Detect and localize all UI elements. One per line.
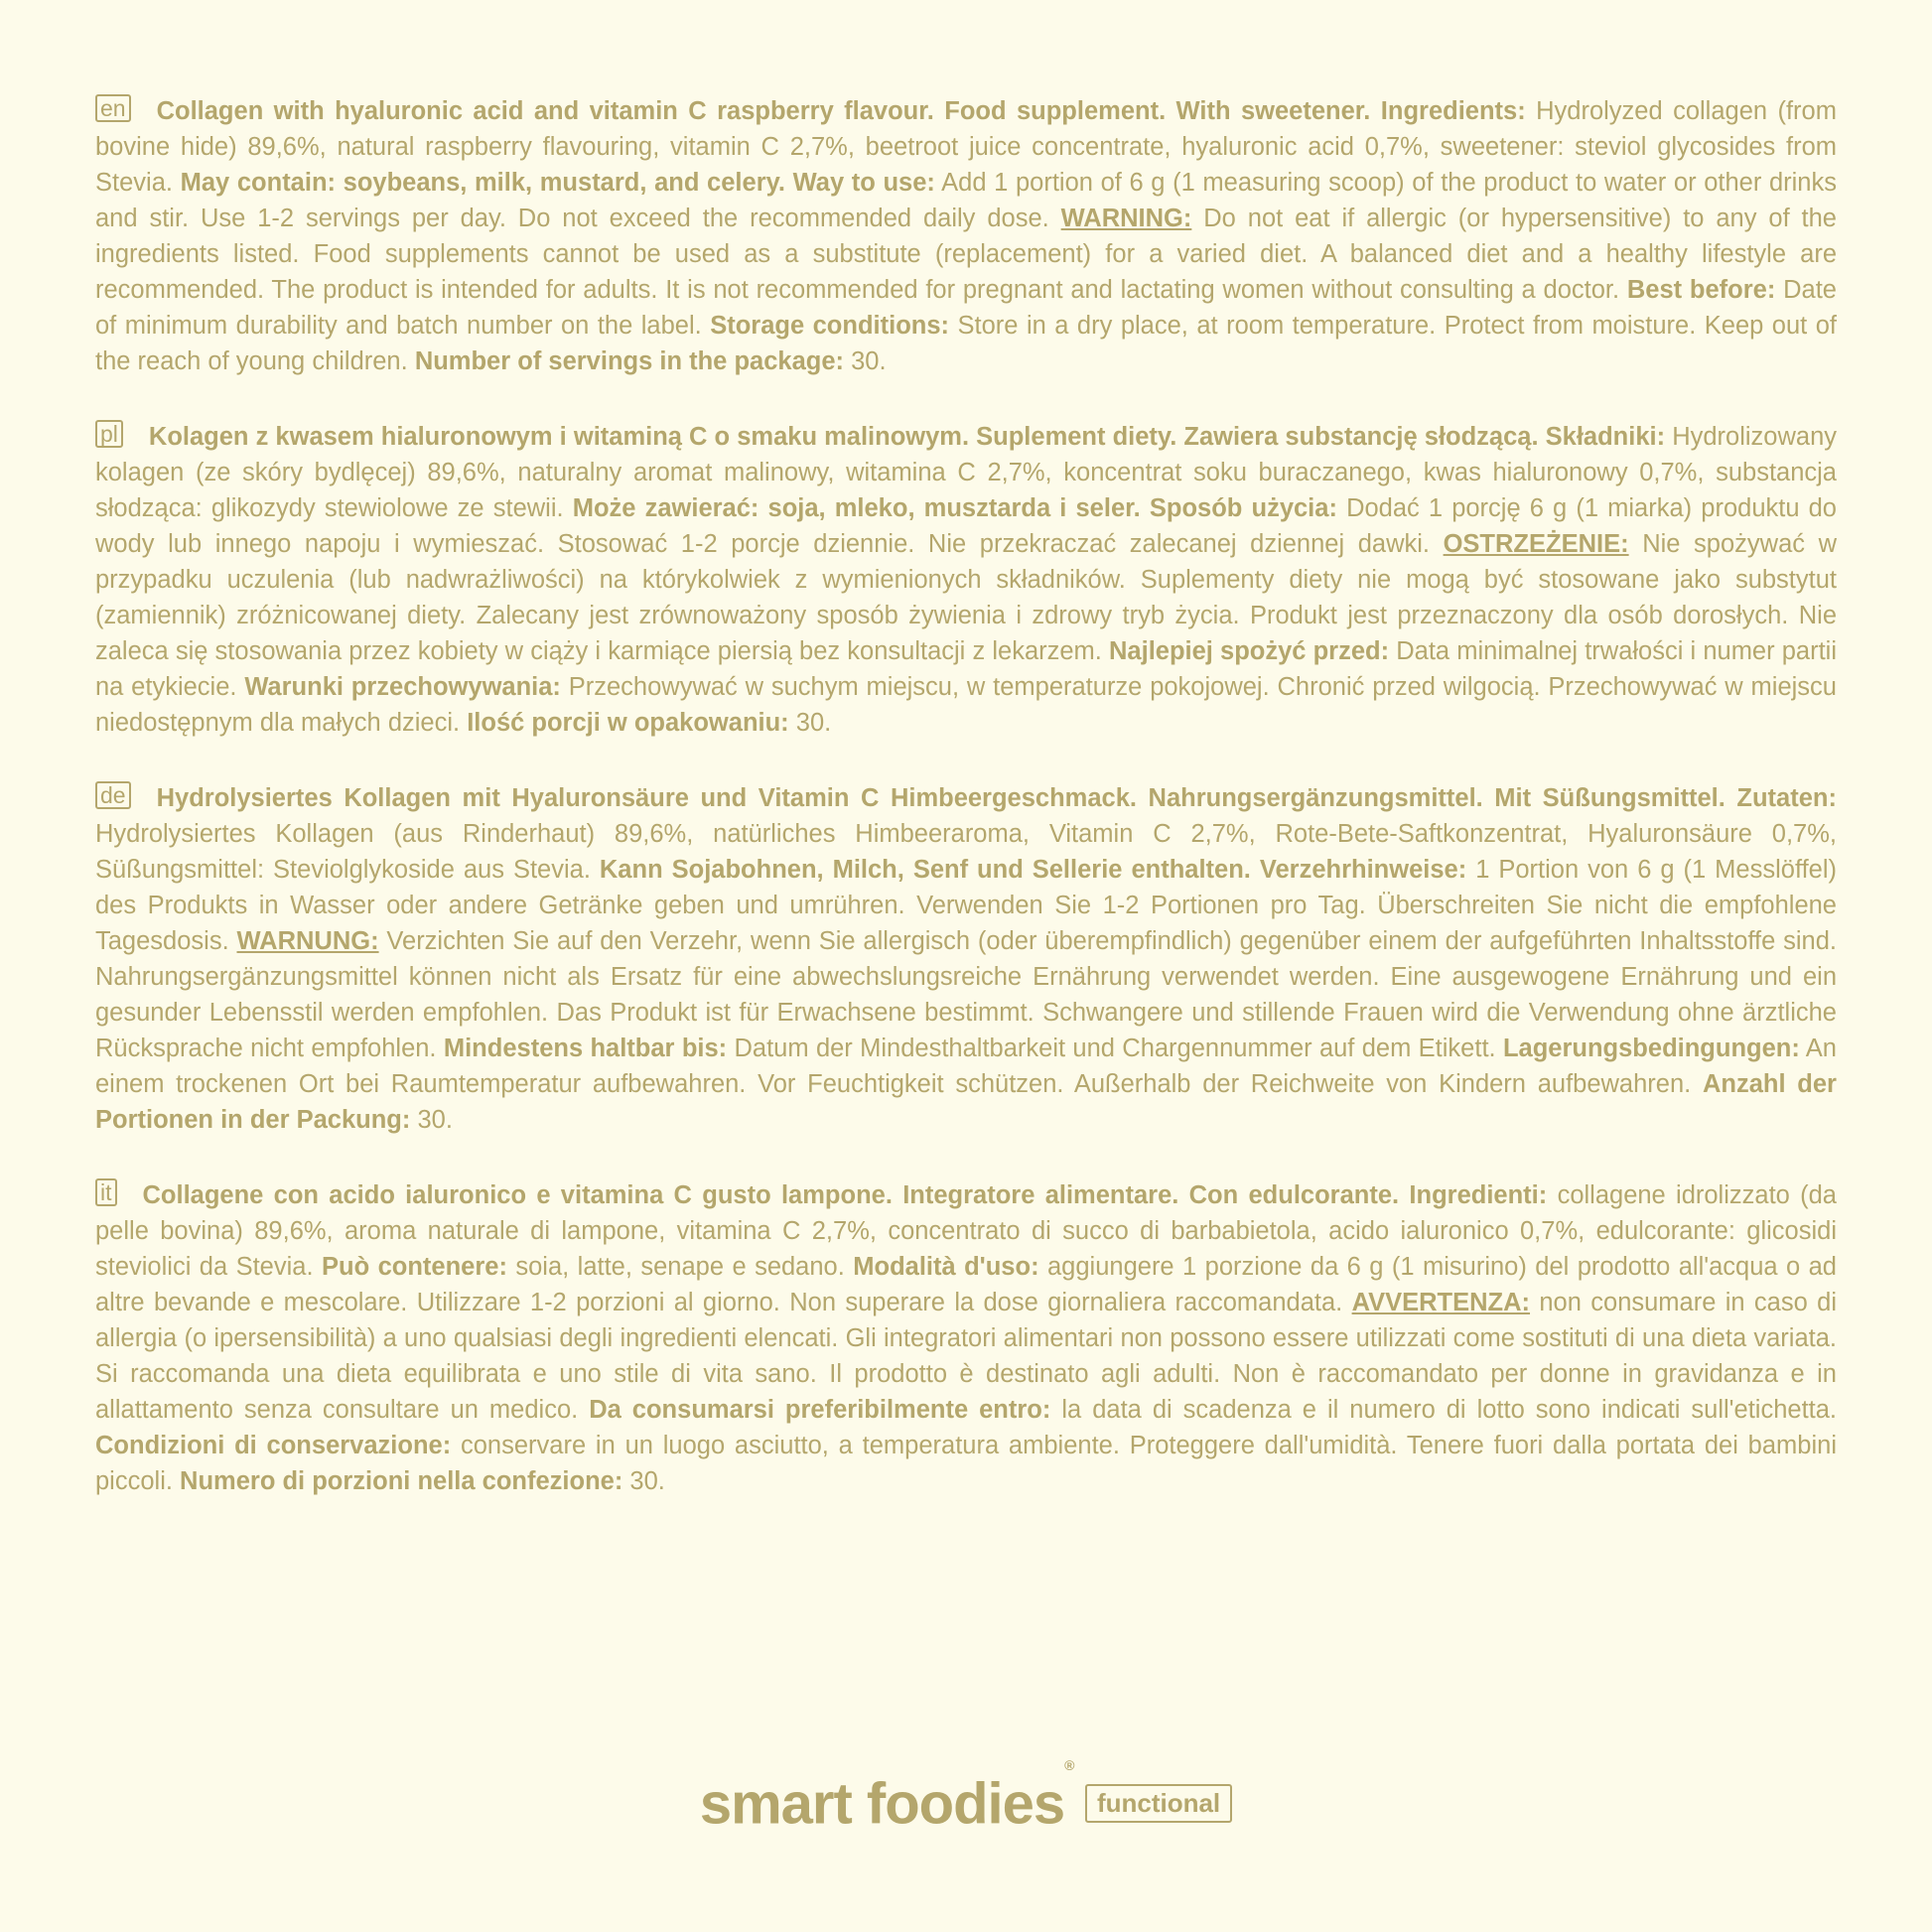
language-badge: pl [95, 420, 123, 448]
ingredients-text: Hydrolysiertes Kollagen (aus Rinderhaut) 89,6%, natürliches Himbeeraroma, Vitamin C 2,7%, Rote-Bete-Saftkonzentrat, Hyaluronsäure 0,7%, Süßungsmittel: Steviolglykoside aus Stevia. [95, 820, 1837, 884]
language-badge: de [95, 781, 131, 809]
brand-name: smart foodies [699, 1771, 1065, 1837]
ingredients-text: Hydrolizowany kolagen (ze skóry bydlęcej) 89,6%, naturalny aromat malinowy, witamina C 2,7%, koncentrat soku buraczanego, kwas hialuronowy 0,7%, substancja słodząca: glikozydy stewiolowe ze stewii. [95, 423, 1837, 522]
servings-value: 30. [417, 1106, 453, 1134]
section-de [95, 780, 1837, 1138]
servings-label: Ilość porcji w opakowaniu: [467, 709, 789, 737]
language-badge: en [95, 94, 131, 122]
usage-text: Dodać 1 porcję 6 g (1 miarka) produktu do wody lub innego napoju i wymieszać. Stosować 1-2 porcje dziennie. Nie przekraczać zalecanej dziennej dawki. [95, 494, 1837, 558]
usage-label: Sposób użycia: [1149, 494, 1337, 522]
ingredients-label: Ingredients: [1380, 97, 1526, 125]
usage-text: aggiungere 1 porzione da 6 g (1 misurino) del prodotto all'acqua o ad altre bevande e mescolare. Utilizzare 1-2 porzioni al giorno. Non superare la dose giornaliera raccomandata. [95, 1253, 1837, 1316]
product-title: Kolagen z kwasem hialuronowym i witaminą C o smaku malinowym. Suplement diety. Zawiera substancję słodzącą. [148, 423, 1539, 451]
storage-label: Condizioni di conservazione: [95, 1432, 452, 1459]
servings-label: Numero di porzioni nella confezione: [180, 1467, 623, 1495]
storage-label: Warunki przechowywania: [244, 673, 561, 701]
servings-value: 30. [629, 1467, 665, 1495]
usage-label: Modalità d'uso: [853, 1253, 1039, 1281]
allergens-text: soia, latte, senape e sedano. [515, 1253, 845, 1281]
storage-label: Storage conditions: [710, 312, 950, 340]
servings-label: Anzahl der Portionen in der Packung: [95, 1070, 1837, 1134]
product-title: Collagen with hyaluronic acid and vitamin C raspberry flavour. Food supplement. With sweetener. [156, 97, 1371, 125]
best-before-label: Mindestens haltbar bis: [443, 1035, 728, 1062]
allergens-label: Può contenere: [321, 1253, 507, 1281]
servings-label: Number of servings in the package: [414, 347, 845, 375]
language-badge: it [95, 1178, 117, 1206]
allergens-text: Może zawierać: soja, mleko, musztarda i seler. [572, 494, 1141, 522]
warning-label: AVVERTENZA: [1351, 1289, 1531, 1316]
best-before-text: Data minimalnej trwałości i numer partii na etykiecie. [95, 637, 1838, 701]
warning-label: OSTRZEŻENIE: [1443, 530, 1629, 558]
warning-text: Verzichten Sie auf den Verzehr, wenn Sie allergisch (oder überempfindlich) gegenüber einem der aufgeführten Inhaltsstoffe sind. Nahrungsergänzungsmittel können nicht als Ersatz für eine abwechslungsreiche Ernährung verwendet werden. Eine ausgewogene Ernährung und ein gesunder Lebensstil werden empfohlen. Das Produkt ist für Erwachsene bestimmt. Schwangere und stillende Frauen wird die Verwendung ohne ärztliche Rücksprache nicht empfohlen. [95, 927, 1838, 1062]
usage-label: Verzehrhinweise: [1259, 856, 1467, 884]
storage-label: Lagerungsbedingungen: [1502, 1035, 1800, 1062]
best-before-label: Best before: [1626, 276, 1776, 304]
best-before-label: Najlepiej spożyć przed: [1109, 637, 1390, 665]
storage-text: An einem trockenen Ort bei Raumtemperatur aufbewahren. Vor Feuchtigkeit schützen. Außerhalb der Reichweite von Kindern aufbewahren. [95, 1035, 1837, 1098]
storage-text: Przechowywać w suchym miejscu, w temperaturze pokojowej. Chronić przed wilgocią. Przechowywać w miejscu niedostępnym dla małych dzieci. [95, 673, 1837, 737]
servings-value: 30. [795, 709, 832, 737]
warning-text: Nie spożywać w przypadku uczulenia (lub nadwrażliwości) na którykolwiek z wymienionych składników. Suplementy diety nie mogą być stosowane jako substytut (zamiennik) zróżnicowanej diety. Zalecany jest zrównoważony sposób żywienia i zdrowy tryb życia. Produkt jest przeznaczony dla osób dorosłych. Nie zaleca się stosowania przez kobiety w ciąży i karmiące piersią bez konsultacji z lekarzem. [95, 530, 1838, 665]
allergens-text: May contain: soybeans, milk, mustard, and celery. [180, 169, 785, 197]
warning-text: non consumare in caso di allergia (o ipersensibilità) a uno qualsiasi degli ingredienti elencati. Gli integratori alimentari non possono essere utilizzati come sostituti di una dieta variata. Si raccomanda una dieta equilibrata e uno stile di vita sano. Il prodotto è destinato agli adulti. Non è raccomandato per donne in gravidanza e in allattamento senza consultare un medico. [95, 1289, 1837, 1424]
ingredients-label: Składniki: [1545, 423, 1666, 451]
usage-text: 1 Portion von 6 g (1 Messlöffel) des Produkts in Wasser oder andere Getränke geben und umrühren. Verwenden Sie 1-2 Portionen pro Tag. Überschreiten Sie nicht die empfohlene Tagesdosis. [95, 856, 1837, 955]
storage-text: Store in a dry place, at room temperature. Protect from moisture. Keep out of the reach of young children. [95, 312, 1838, 375]
best-before-text: Date of minimum durability and batch number on the label. [95, 276, 1837, 340]
usage-label: Way to use: [792, 169, 935, 197]
warning-text: Do not eat if allergic (or hypersensitive) to any of the ingredients listed. Food supplements cannot be used as a substitute (replacement) for a varied diet. A balanced diet and a healthy lifestyle are recommended. The product is intended for adults. It is not recommended for pregnant and lactating women without consulting a doctor. [95, 205, 1837, 304]
ingredients-label: Zutaten: [1736, 784, 1837, 812]
label-text [95, 93, 1837, 1539]
best-before-text: Datum der Mindesthaltbarkeit und Chargennummer auf dem Etikett. [734, 1035, 1496, 1062]
ingredients-text: collagene idrolizzato (da pelle bovina) 89,6%, aroma naturale di lampone, vitamina C 2,7%, concentrato di succo di barbabietola, acido ialuronico 0,7%, edulcorante: glicosidi steviolici da Stevia. [95, 1181, 1837, 1281]
warning-label: WARNUNG: [236, 927, 379, 955]
allergens-text: Kann Sojabohnen, Milch, Senf und Sellerie enthalten. [599, 856, 1251, 884]
product-title: Hydrolysiertes Kollagen mit Hyaluronsäure und Vitamin C Himbeergeschmack. Nahrungsergänzungsmittel. Mit Süßungsmittel. [156, 784, 1725, 812]
section-it [95, 1177, 1837, 1499]
registered-mark: ® [1064, 1757, 1075, 1773]
ingredients-text: Hydrolyzed collagen (from bovine hide) 89,6%, natural raspberry flavouring, vitamin C 2,7%, beetroot juice concentrate, hyaluronic acid 0,7%, sweetener: steviol glycosides from Stevia. [95, 97, 1837, 197]
usage-text: Add 1 portion of 6 g (1 measuring scoop) of the product to water or other drinks and stir. Use 1-2 servings per day. Do not exceed the recommended daily dose. [95, 169, 1837, 232]
section-en [95, 93, 1837, 379]
servings-value: 30. [851, 347, 887, 375]
brand-logo [0, 1757, 1932, 1837]
section-pl [95, 419, 1837, 741]
functional-tag: functional [1085, 1784, 1232, 1823]
best-before-label: Da consumarsi preferibilmente entro: [589, 1396, 1051, 1424]
ingredients-label: Ingredienti: [1409, 1181, 1548, 1209]
storage-text: conservare in un luogo asciutto, a temperatura ambiente. Proteggere dall'umidità. Tenere fuori dalla portata dei bambini piccoli. [95, 1432, 1837, 1495]
warning-label: WARNING: [1060, 205, 1192, 232]
product-title: Collagene con acido ialuronico e vitamina C gusto lampone. Integratore alimentare. Con edulcorante. [142, 1181, 1400, 1209]
best-before-text: la data di scadenza e il numero di lotto sono indicati sull'etichetta. [1061, 1396, 1838, 1424]
